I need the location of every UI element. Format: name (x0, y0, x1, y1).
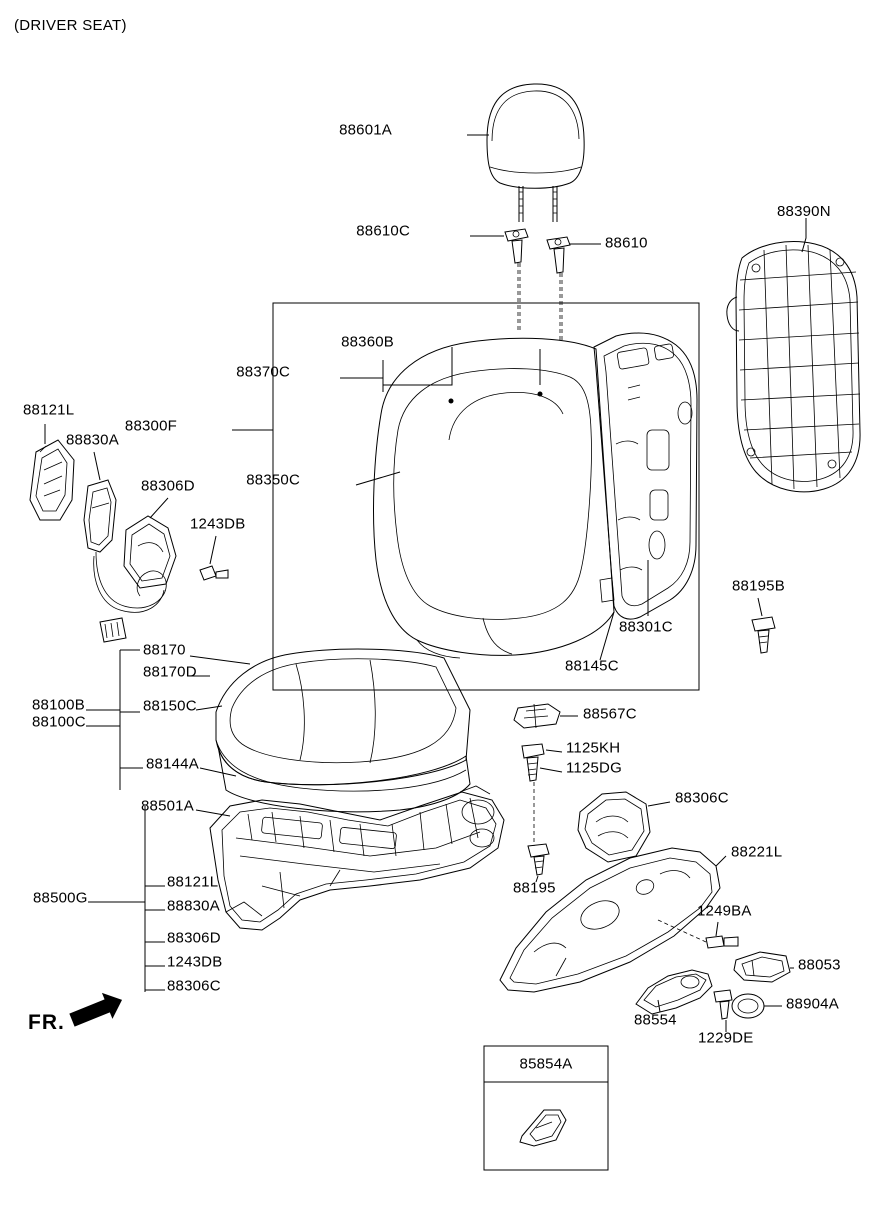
part-label-88610C: 88610C (356, 222, 410, 240)
seat-track-assembly (210, 786, 504, 930)
part-label-88221L: 88221L (731, 843, 783, 861)
bolt-88195 (528, 844, 549, 875)
part-label-88554: 88554 (634, 1011, 677, 1029)
part-label-88121L: 88121L (23, 401, 75, 419)
part-label-88100B: 88100B (32, 696, 85, 714)
part-label-88100C: 88100C (32, 713, 86, 731)
headrest-part (487, 84, 584, 222)
part-label-1125KH: 1125KH (566, 739, 621, 757)
part-label-88301C: 88301C (619, 618, 673, 636)
part-label-88500G: 88500G (33, 889, 88, 907)
part-label-1249BA: 1249BA (697, 902, 752, 920)
part-label-88144A: 88144A (146, 755, 199, 773)
inset-box-label: 85854A (519, 1055, 573, 1073)
part-label-88306C-2: 88306C (167, 977, 221, 995)
part-label-88904A: 88904A (786, 995, 839, 1013)
part-label-88306C: 88306C (675, 789, 729, 807)
part-label-88306D: 88306D (141, 477, 195, 495)
part-label-1229DE: 1229DE (698, 1029, 754, 1047)
seat-cushion-assembly (216, 649, 470, 812)
diagram-title: (DRIVER SEAT) (14, 17, 127, 34)
part-label-88053: 88053 (798, 956, 841, 974)
fr-arrow (67, 987, 128, 1033)
part-label-88145C: 88145C (565, 657, 619, 675)
part-label-88610: 88610 (605, 234, 648, 252)
part-label-88150C: 88150C (143, 697, 197, 715)
part-label-88601A: 88601A (339, 121, 392, 139)
part-label-88300F: 88300F (124, 417, 177, 435)
bolt-1243DB (200, 566, 228, 580)
part-label-88567C: 88567C (583, 705, 637, 723)
part-label-1243DB: 1243DB (190, 515, 246, 533)
part-label-88501A: 88501A (141, 797, 194, 815)
side-shield (500, 848, 720, 992)
part-label-88350C: 88350C (246, 471, 300, 489)
part-label-88121L-2: 88121L (167, 873, 219, 891)
lever-88554 (636, 970, 712, 1014)
seatbelt-buckle (84, 480, 166, 642)
bolt-88195B (752, 617, 775, 653)
bolt-1125KH (522, 744, 544, 781)
headrest-guide-left (505, 229, 528, 263)
part-label-1243DB-2: 1243DB (167, 953, 223, 971)
cap-88053 (734, 952, 790, 982)
part-label-88830A: 88830A (66, 431, 119, 449)
seatback-board (727, 242, 860, 492)
part-label-88170D: 88170D (143, 663, 197, 681)
left-recliner-bracket (30, 440, 74, 520)
part-label-88195: 88195 (513, 879, 556, 897)
cap-88904A (732, 994, 764, 1018)
part-label-88360B: 88360B (341, 333, 394, 351)
part-label-88195B: 88195B (732, 577, 785, 595)
clip-88567C (514, 704, 560, 728)
headrest-guide-right (547, 237, 570, 273)
part-label-88830A-2: 88830A (167, 897, 220, 915)
part-label-88306D-2: 88306D (167, 929, 221, 947)
part-label-88370C: 88370C (236, 363, 290, 381)
part-label-88170: 88170 (143, 641, 186, 659)
part-label-88390N: 88390N (777, 203, 831, 220)
screw-1229DE (714, 990, 732, 1019)
bolt-1249BA (706, 936, 738, 948)
front-direction-label: FR. (28, 1011, 65, 1034)
recliner-cover-left (124, 516, 176, 588)
part-label-1125DG: 1125DG (566, 759, 622, 777)
recliner-cover-right (578, 792, 650, 862)
